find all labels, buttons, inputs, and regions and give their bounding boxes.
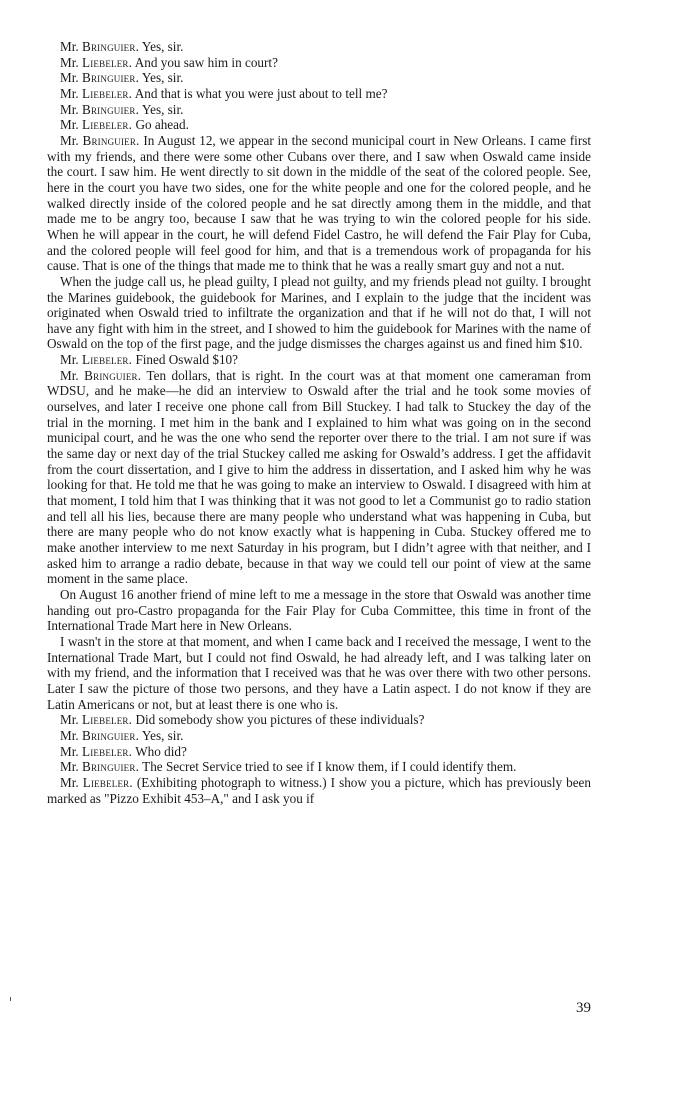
speaker-name: Liebeler. (81, 712, 133, 728)
paragraph-text: Did somebody show you pictures of these individuals? (135, 712, 425, 728)
paragraph-text: (Exhibiting photograph to witness.) I show you a picture, which has previously been marked as "Pizzo Exhibit 453–A," and I ask you if (47, 774, 591, 806)
paragraph-text: The Secret Service tried to see if I know them, if I could identify them. (142, 759, 517, 775)
paragraph-text: I wasn't in the store at that moment, and when I came back and I received the message, I went to the International Trade Mart, but I could not find Oswald, he had already left, and I was talking later on with my friend, and the information that I received was that he was over there with two other persons. Later I saw the picture of those two persons, and they have a Latin aspect. I do not know if they are Latin Americans or not, but at least there is one who is. (47, 633, 591, 712)
paragraph-text: Ten dollars, that is right. In the court was at that moment one cameraman from WDSU, and he make—he did an interview to Oswald after the trial and he took some movies of ourselves, and later I receive one phone call from Bill Stuckey. I had talk to Stuckey the day of the trial in the morning. I met him in the bank and I explained to him what was going on in the second municipal court, and he was the one who send the reporter over there to the trial. I am not sure if was the same day or next day of the trial Stuckey called me asking for Oswald’s address. I get the affidavit from the court dissertation, and I give to him the address in dissertation, and I asked him why he was looking for that. He told me that he was going to make an interview to Oswald. I disagreed with him at that moment, I told him that I was thinking that it was not good to let a Communist go to radio station and tell all his lies, because there are many people who understand what was happening in Cuba, but there are many people who do not know exactly what is happening in Cuba. Stuckey offered me to make another interview to me next Saturday in his program, but I didn’t agree with that neither, and I asked him to arrange a radio debate, because in that way we could tell our point of view at the same moment in the same place. (47, 367, 591, 587)
speaker-title: Mr. (60, 85, 79, 101)
paragraph-text: Yes, sir. (141, 101, 184, 117)
speaker-title: Mr. (60, 352, 79, 368)
speaker-name: Liebeler. (82, 774, 133, 790)
testimony-paragraph (47, 117, 591, 133)
speaker-name: Liebeler. (81, 743, 133, 759)
speaker-title: Mr. (60, 101, 79, 117)
testimony-paragraph (47, 352, 591, 368)
speaker-name: Bringuier. (81, 70, 140, 86)
paragraph-text: Who did? (135, 743, 187, 759)
testimony-paragraph (47, 39, 591, 55)
testimony-paragraph (47, 102, 591, 118)
paragraph-text: Yes, sir. (141, 70, 184, 86)
speaker-title: Mr. (60, 70, 79, 86)
testimony-paragraph (47, 368, 591, 587)
speaker-title: Mr. (60, 39, 79, 54)
paragraph-text: Yes, sir. (141, 727, 184, 743)
scan-artifact-mark (10, 997, 11, 1001)
paragraph-text: When the judge call us, he plead guilty, I plead not guilty, and my friends plead not guilty. I brought the Marines guidebook, the guidebook for Marines, and I explain to the judge that the incident was originated when Oswald tried to infiltrate the organization and that if he will not do that, I will not have any fight with him in the street, and I showed to him the guidebook for Marines with the name of Oswald on the top of the first page, and the judge dismisses the charges against us and fined him $10. (47, 273, 591, 352)
testimony-page (47, 39, 591, 806)
testimony-paragraph (47, 86, 591, 102)
speaker-title: Mr. (60, 117, 79, 133)
testimony-paragraph (47, 634, 591, 712)
speaker-title: Mr. (60, 759, 79, 775)
speaker-name: Bringuier. (84, 367, 142, 383)
speaker-name: Bringuier. (81, 101, 140, 117)
speaker-title: Mr. (60, 774, 79, 790)
paragraph-text: Go ahead. (135, 117, 189, 133)
paragraph-text: Fined Oswald $10? (135, 352, 238, 368)
speaker-name: Bringuier. (82, 132, 140, 148)
speaker-name: Liebeler. (81, 352, 133, 368)
speaker-title: Mr. (60, 727, 79, 743)
testimony-paragraph (47, 274, 591, 352)
testimony-paragraph (47, 728, 591, 744)
page-number: 39 (576, 1000, 591, 1016)
testimony-paragraph (47, 70, 591, 86)
speaker-title: Mr. (60, 743, 79, 759)
testimony-paragraph (47, 55, 591, 71)
speaker-title: Mr. (60, 132, 79, 148)
speaker-name: Bringuier. (81, 759, 140, 775)
paragraph-text: And that is what you were just about to tell me? (134, 85, 388, 101)
speaker-title: Mr. (60, 367, 79, 383)
testimony-paragraph (47, 587, 591, 634)
speaker-name: Bringuier. (81, 727, 140, 743)
speaker-name: Liebeler. (81, 117, 133, 133)
testimony-paragraph (47, 744, 591, 760)
paragraph-text: And you saw him in court? (134, 54, 278, 70)
paragraph-text: Yes, sir. (141, 39, 184, 54)
paragraph-text: In August 12, we appear in the second municipal court in New Orleans. I came first with my friends, and there were some other Cubans over there, and I saw when Oswald came inside the court. I saw him. He went directly to sit down in the middle of the seat of the colored people. See, here in the court you have two sides, one for the white people and one for the colored people, and he walked directly inside of the colored people and he sat directly among them in the middle, and that made me to be angry too, because I saw that he was trying to win the colored people for his side. When he will appear in the court, he will defend Fidel Castro, he will defend the Fair Play for Cuba, and the colored people will feel good for him, and that is a tremendous work of propaganda for his cause. That is one of the things that made me to think that he was a really smart guy and not a nut. (47, 132, 592, 274)
speaker-name: Liebeler. (81, 54, 133, 70)
testimony-paragraph (47, 712, 591, 728)
testimony-paragraph (47, 133, 591, 274)
speaker-title: Mr. (60, 712, 79, 728)
testimony-paragraph (47, 759, 591, 775)
paragraph-text: On August 16 another friend of mine left to me a message in the store that Oswald was another time handing out pro-Castro propaganda for the Fair Play for Cuba Committee, this time in front of the International Trade Mart here in New Orleans. (47, 586, 591, 634)
testimony-paragraph (47, 775, 591, 806)
speaker-title: Mr. (60, 54, 79, 70)
speaker-name: Bringuier. (81, 39, 140, 54)
speaker-name: Liebeler. (81, 85, 133, 101)
